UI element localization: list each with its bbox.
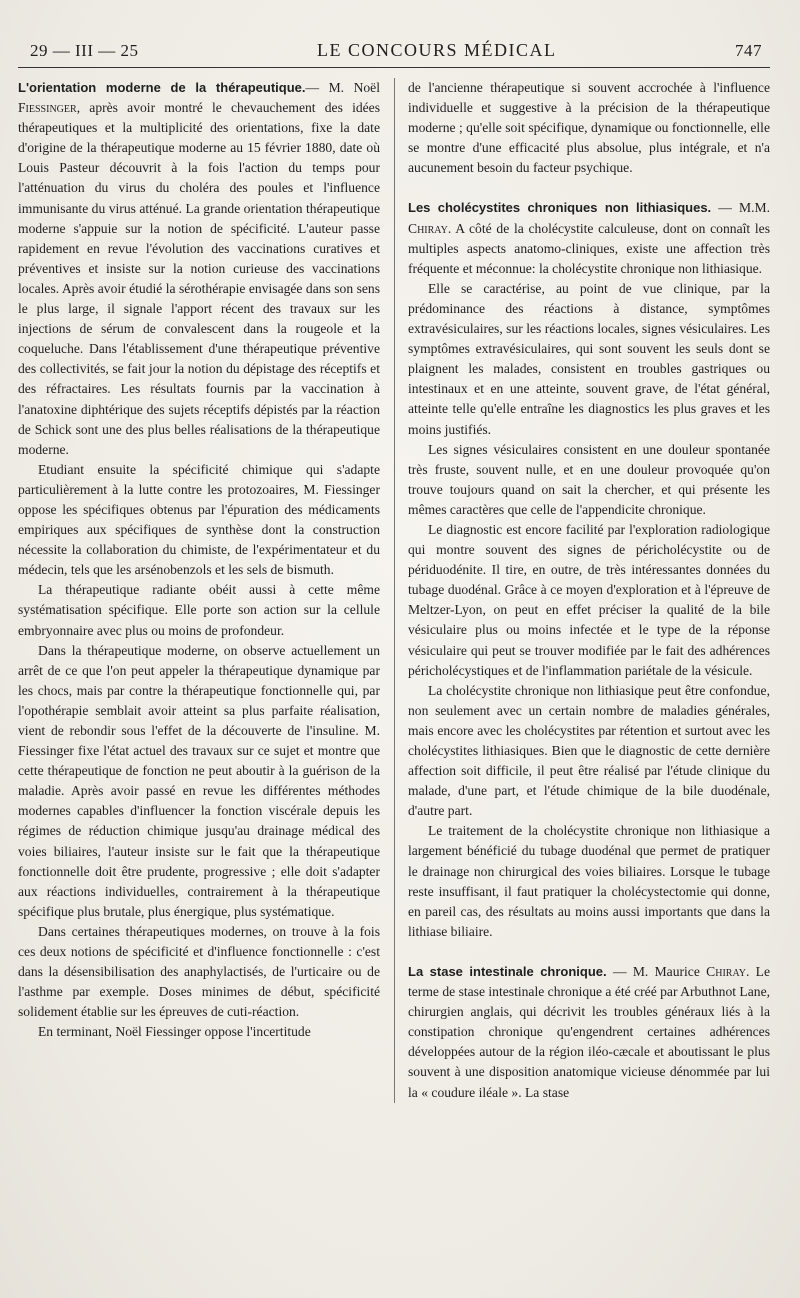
paragraph: La thérapeutique radiante obéit aussi à cette même systématisation spécifique. Elle porte son action sur la cellule embryonnaire avec plus ou moins de profondeur.	[18, 582, 380, 638]
paragraph: Le diagnostic est encore facilité par l'exploration radiologique qui montre souvent des signes de péricholécystite ou de périduodénite. Il tire, en outre, de très intéressantes données du tubage duodénal. Grâce à ce moyen d'exploration et à l'épreuve de Meltzer-Lyon, on peut en effet préciser la qualité de la bile vésiculaire plus ou moins infectée et le type de la réponse vésiculaire qui peut se trouver modifiée par le fait des adhérences péricholécystiques et de l'inflammation pariétale de la vésicule.	[408, 521, 770, 678]
page-number: 747	[735, 41, 762, 60]
paragraph: de l'ancienne thérapeutique si souvent accrochée à l'influence individuelle et suggestive à la précision de la thérapeutique moderne ; qu'elle soit spécifique, dynamique ou fonctionnelle, elle se montre d'une efficacité plus absolue, plus intégrale, et n'a aucunement besoin du facteur psychique.	[408, 80, 770, 176]
paragraph: En terminant, Noël Fiessinger oppose l'incertitude	[38, 1024, 311, 1040]
left-column	[18, 78, 380, 1103]
paragraph: Les signes vésiculaires consistent en une douleur spontanée très fruste, souvent nulle, et en une douleur provoquée qu'on trouve toujours quand on sait la chercher, et qui présente les mêmes caractères que celle de l'appendicite chronique.	[408, 441, 770, 517]
article-paragraph: La stase intestinale chronique. — M. Maurice Chiray. Le terme de stase intestinale chronique a été créé par Arbuthnot Lane, chirurgien anglais, qui décrivit les troubles généraux liés à la constipation chronique qu'engendrent certaines adhérences développées autour de la région iléo-cæcale et aboutissant le plus souvent à une disposition anatomique vicieuse dénommée par lui la « coudure iléale ». La stase	[408, 963, 771, 1100]
article-paragraph: Les cholécystites chroniques non lithiasiques. — M.M. Chiray. A côté de la cholécystite calculeuse, dont on connaît les multiples aspects anatomo-cliniques, existe une affection très fréquente et méconnue: la cholécystite chronique non lithiasique.	[408, 200, 770, 276]
author-name: Chiray	[408, 220, 448, 236]
article-heading: L'orientation moderne de la thérapeutique.	[18, 80, 306, 95]
paragraph: Le traitement de la cholécystite chronique non lithiasique a largement bénéficié du tubage duodénal que permet de pratiquer le drainage non chirurgical des voies biliaires. Lorsque le tubage reste insuffisant, il faut pratiquer la cholécystectomie qui donne, en pareil cas, des résultats au moins aussi importants que dans la lithiase biliaire.	[408, 823, 770, 939]
journal-title: LE CONCOURS MÉDICAL	[316, 40, 557, 60]
article-paragraph: L'orientation moderne de la thérapeutique.— M. Noël Fiessinger, après avoir montré le chevauchement des idées thérapeutiques et la multiplicité des orientations, fixe la date d'origine de la thérapeutique moderne au 15 février 1880, date où Louis Pasteur découvrit à la fois l'action du temps pour l'atténuation du virus du choléra des poules et l'influence immunisante du virus atténué. La grande orientation thérapeutique moderne s'appuie sur la notion de spécificité. L'auteur passe rapidement en revue l'évolution des vaccinations curatives et préventives et insiste sur la notion curieuse des vaccinations locales. Après avoir étudié la sérothérapie envisagée dans son sens le plus large, il signale l'apport récent des travaux sur les injections de sérum de convalescent dans la rougeole et la coqueluche. Dans l'établissement d'une thérapeutique préventive des collectivités, se fait jour la notion du dépistage des réceptifs et des réfractaires. Les résultats fournis par la vaccination à l'anatoxine diphtérique des sujets réceptifs dépistés par la réaction de Schick sont une des plus belles réalisations de la thérapeutique moderne.	[18, 80, 380, 457]
right-column	[408, 78, 770, 1103]
paragraph: Dans la thérapeutique moderne, on observe actuellement un arrêt de ce que l'on peut appeler la thérapeutique dynamique par les chocs, mais par contre la thérapeutique fonctionnelle qui, par l'opothérapie semblait avoir atteint sa plus parfaite réalisation, vient de rebondir sous l'effet de la découverte de l'insuline. M. Fiessinger fixe l'état actuel des travaux sur ce sujet et montre que cette thérapeutique de fonction ne peut aboutir à la guérison de la maladie. Après avoir passé en revue les différentes méthodes modernes capables d'influencer la fonction viscérale depuis les régimes de réduction chimique jusqu'au drainage médical des voies biliaires, l'auteur insiste sur le fait que la thérapeutique fonctionnelle doit être prudente, progressive ; elle doit s'adapter aux réactions individuelles, contrairement à la thérapeutique spécifique plus brutale, plus énergique, plus systématique.	[18, 642, 380, 919]
article-heading: Les cholécystites chroniques non lithiasiques.	[408, 200, 712, 216]
paragraph: La cholécystite chronique non lithiasique peut être confondue, non seulement avec un certain nombre de maladies générales, mais encore avec les cholécystites par rétention et surtout avec les cholécystites lithiasiques. Bien que le diagnostic de cette dernière affection soit difficile, il peut être réalisé par l'étude clinique du malade, d'une part, et l'étude chimique de la bile duodénale, d'autre part.	[408, 682, 770, 819]
text-columns	[18, 78, 770, 1103]
issue-date: 29 — III — 25	[30, 41, 139, 60]
running-header	[18, 40, 770, 68]
paragraph: Etudiant ensuite la spécificité chimique qui s'adapte particulièrement à la lutte contre les protozoaires, M. Fiessinger oppose les spécifiques obtenus par l'épuration des médicaments empiriques aux spécifiques de synthèse dont la construction nécessite la collaboration du chimiste, de l'expérimentateur et du médecin, tels que les arsénobenzols et les sels de bismuth.	[18, 461, 380, 578]
author-name: Chiray	[706, 963, 746, 979]
paragraph: Dans certaines thérapeutiques modernes, on trouve à la fois ces deux notions de spécificité et d'influence fonctionnelle : c'est dans la désensibilisation des anaphylactisés, de l'urticaire ou de l'asthme par exemple. Doses minimes de début, spécificité solidement établie sur les épreuves de cuti-réaction.	[18, 923, 380, 1020]
author-name: Fiessinger	[18, 100, 77, 116]
paragraph: Elle se caractérise, au point de vue clinique, par la prédominance des réactions à distance, symptômes extravésiculaires, sur les réactions locales, signes vésiculaires. Les symptômes extravésiculaires, qui sont souvent les seuls dont se plaignent les malades, consistent en troubles gastriques ou intestinaux et en une atteinte, souvent grave, de l'état général, atteinte telle qu'elle entraîne les diagnostics les plus graves et les moins justifiés.	[408, 280, 770, 437]
column-divider	[394, 78, 395, 1103]
article-heading: La stase intestinale chronique.	[408, 963, 607, 979]
